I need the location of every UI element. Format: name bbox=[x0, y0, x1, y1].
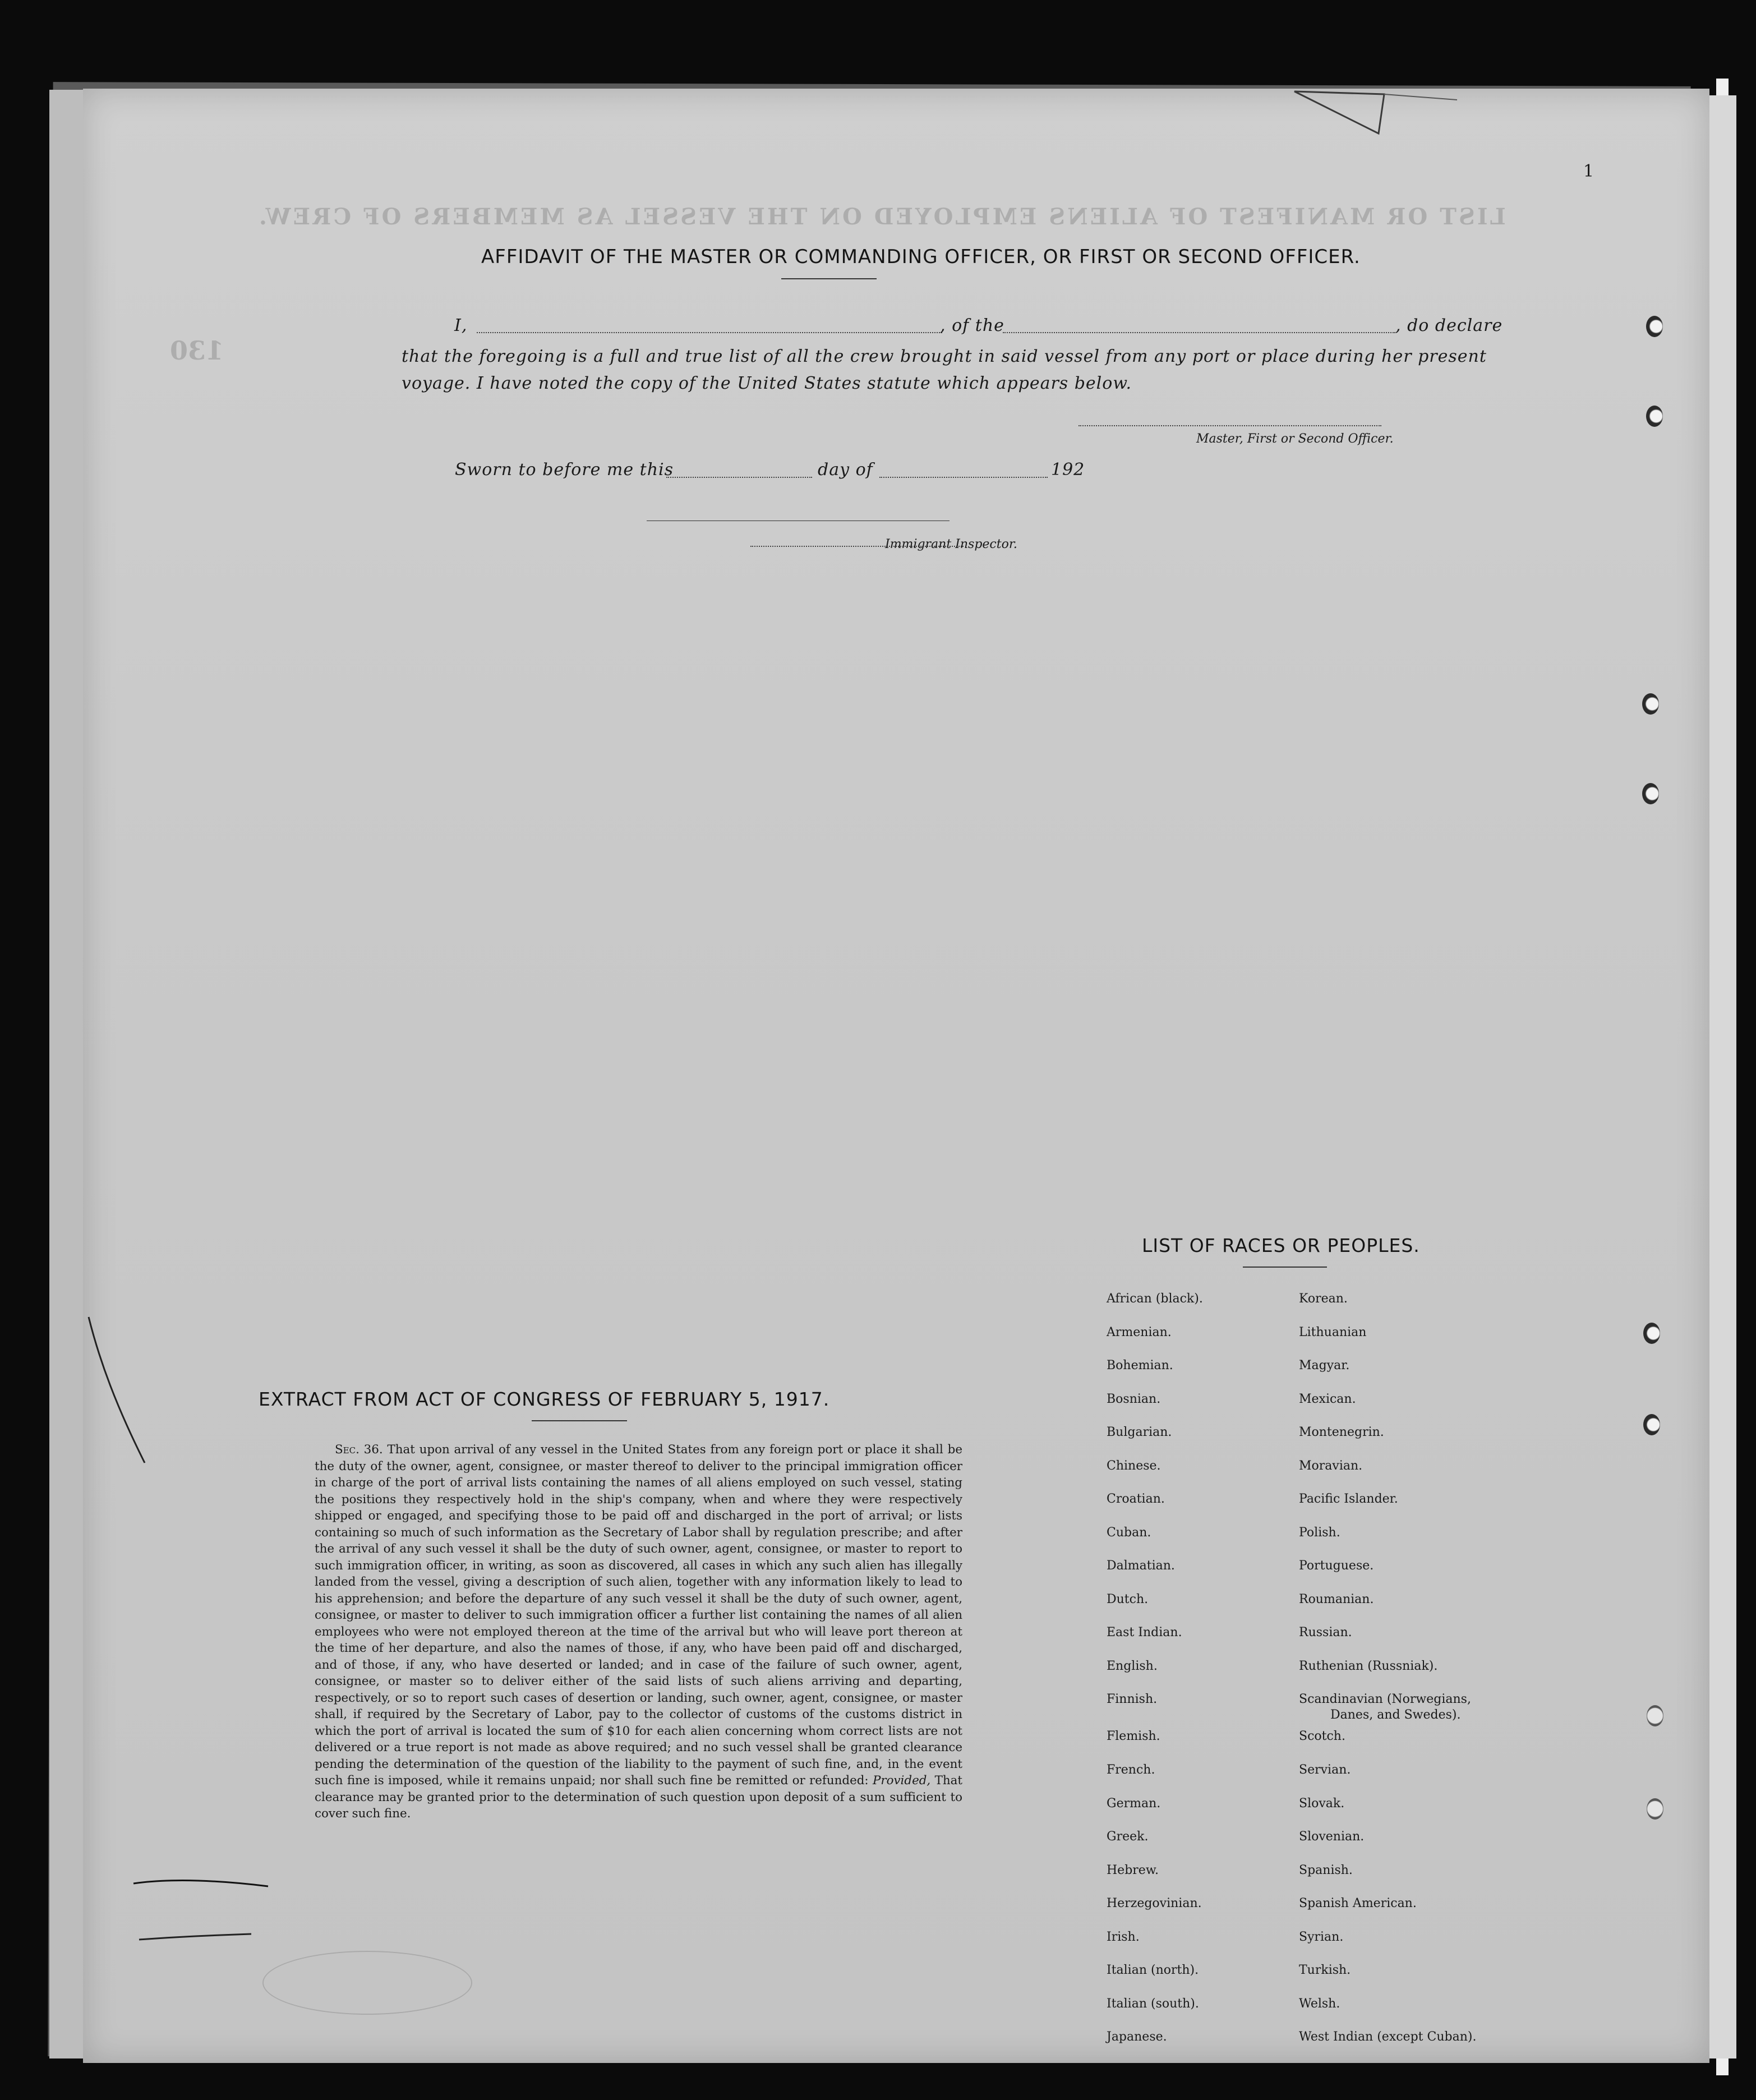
punch-hole bbox=[1643, 1414, 1660, 1435]
race-item: Moravian. bbox=[1299, 1458, 1363, 1473]
race-item: Irish. bbox=[1107, 1929, 1140, 1944]
race-item: Lithuanian bbox=[1299, 1325, 1367, 1339]
race-item: Pacific Islander. bbox=[1299, 1492, 1398, 1506]
left-page-edge bbox=[49, 90, 84, 2058]
race-item: Hebrew. bbox=[1107, 1863, 1159, 1877]
sworn-prefix: Sworn to before me this bbox=[455, 460, 674, 480]
master-name-blank[interactable] bbox=[477, 332, 942, 333]
punch-hole bbox=[1642, 783, 1659, 804]
right-page-edge bbox=[1708, 95, 1736, 2058]
race-item: Chinese. bbox=[1107, 1458, 1161, 1473]
race-item: German. bbox=[1107, 1796, 1161, 1811]
race-item: Scandinavian (Norwegians, bbox=[1299, 1692, 1471, 1706]
master-signature-blank[interactable] bbox=[1079, 425, 1381, 426]
race-item: Turkish. bbox=[1299, 1963, 1351, 1977]
race-item: Magyar. bbox=[1299, 1358, 1350, 1373]
sworn-day-blank[interactable] bbox=[666, 477, 812, 478]
race-item: Montenegrin. bbox=[1299, 1425, 1384, 1439]
race-item: Italian (north). bbox=[1107, 1963, 1199, 1977]
master-signature-label: Master, First or Second Officer. bbox=[1196, 432, 1394, 446]
race-item: Spanish American. bbox=[1299, 1896, 1417, 1910]
inspector-label: Immigrant Inspector. bbox=[885, 537, 1017, 551]
statute-text bbox=[315, 1442, 962, 1822]
bleed-through-page-number: 130 bbox=[170, 335, 224, 366]
punch-hole bbox=[1646, 406, 1663, 427]
vessel-name-blank[interactable] bbox=[1003, 332, 1395, 333]
race-item: Russian. bbox=[1299, 1625, 1352, 1640]
race-item: Portuguese. bbox=[1299, 1559, 1374, 1573]
affidavit-line3: voyage. I have noted the copy of the United States statute which appears below. bbox=[402, 374, 1132, 393]
race-item: Roumanian. bbox=[1299, 1592, 1374, 1606]
margin-mark: 1 bbox=[1583, 162, 1594, 181]
punch-hole bbox=[1643, 1323, 1660, 1344]
punch-hole bbox=[1646, 316, 1663, 337]
sworn-year: 192 bbox=[1051, 460, 1085, 480]
race-item: French. bbox=[1107, 1763, 1155, 1777]
race-item: Finnish. bbox=[1107, 1692, 1158, 1706]
race-item: Slovak. bbox=[1299, 1796, 1345, 1811]
race-item: Cuban. bbox=[1107, 1525, 1151, 1540]
race-item: Bohemian. bbox=[1107, 1358, 1173, 1373]
punch-hole bbox=[1647, 1798, 1663, 1820]
race-item: Korean. bbox=[1299, 1292, 1348, 1306]
bleed-through-header: LIST OR MANIFEST OF ALIENS EMPLOYED ON THE VESSEL AS MEMBERS OF CREW. bbox=[257, 204, 1506, 230]
pen-stroke-mark bbox=[55, 1311, 167, 1480]
race-item: African (black). bbox=[1107, 1292, 1203, 1306]
sworn-month-blank[interactable] bbox=[879, 477, 1048, 478]
pen-stroke-mark bbox=[128, 1872, 296, 1962]
race-item: Scotch. bbox=[1299, 1729, 1345, 1743]
race-item: English. bbox=[1107, 1659, 1158, 1673]
affidavit-line2: that the foregoing is a full and true list of all the crew brought in said vessel from any port or place during her present bbox=[402, 347, 1487, 366]
statute-section-label: Sec. 36. bbox=[335, 1443, 383, 1457]
affidavit-title-underline bbox=[781, 278, 877, 279]
race-item: Italian (south). bbox=[1107, 1996, 1199, 2011]
punch-hole bbox=[1642, 693, 1659, 715]
race-item-continuation: Danes, and Swedes). bbox=[1330, 1708, 1461, 1722]
race-item: Polish. bbox=[1299, 1525, 1340, 1540]
race-item: Dalmatian. bbox=[1107, 1559, 1175, 1573]
race-item: Armenian. bbox=[1107, 1325, 1172, 1339]
races-title: LIST OF RACES OR PEOPLES. bbox=[1142, 1235, 1420, 1256]
affidavit-line1-i: I, bbox=[454, 316, 468, 335]
race-item: Syrian. bbox=[1299, 1929, 1344, 1944]
race-item: Greek. bbox=[1107, 1830, 1149, 1844]
affidavit-title: AFFIDAVIT OF THE MASTER OR COMMANDING OFFICER, OR FIRST OR SECOND OFFICER. bbox=[481, 246, 1361, 268]
race-item: Dutch. bbox=[1107, 1592, 1149, 1606]
extract-title-underline bbox=[532, 1420, 627, 1421]
race-item: Herzegovinian. bbox=[1107, 1896, 1202, 1910]
race-item: Bosnian. bbox=[1107, 1392, 1161, 1406]
race-item: Spanish. bbox=[1299, 1863, 1353, 1877]
race-item: Japanese. bbox=[1107, 2030, 1167, 2044]
statute-proviso-text: That clearance may be granted prior to the determination of such question upon deposit of a sum sufficient to cover such fine. bbox=[315, 1774, 962, 1821]
affidavit-line1-do-declare: , do declare bbox=[1395, 316, 1503, 335]
statute-body: That upon arrival of any vessel in the United States from any foreign port or place it shall be the duty of the owner, agent, consignee, or master thereof to deliver to the principal immigration officer in charge of the port of arrival lists containing the names of all aliens employed on such vessel, stating the positions they respectively hold in the ship's company, when and where they were respectively shipped or engaged, and specifying those to be paid off and discharged in the port of arrival; or lists containing so much of such information as the Secretary of Labor shall by regulation prescribe; and after the arrival of any such vessel it shall be the duty of such owner, agent, consignee, or master to report to such immigration officer, in writing, as soon as discovered, all cases in which any such alien has illegally landed from the vessel, giving a description of such alien, together with any information likely to lead to his apprehension; and before the departure of any such vessel it shall be the duty of such owner, agent, consignee, or master to deliver to such immigration officer a further list containing the names of all alien employees who were not employed thereon at the time of the arrival but who will leave port thereon at the time of her departure, and also the names of those, if any, who have been paid off and discharged, and of those, if any, who have deserted or landed; and in case of the failure of such owner, agent, consignee, or master so to deliver either of the said lists of such aliens arriving and departing, respectively, or so to report such cases of desertion or landing, such owner, agent, consignee, or master shall, if required by the Secretary of Labor, pay to the collector of customs of the customs district in which the port of arrival is located the sum of $10 for each alien concerning whom correct lists are not delivered or a true report is not made as above required; and no such vessel shall be granted clearance pending the determination of the question of the liability to the payment of such fine, and, in the event such fine is imposed, while it remains unpaid; nor shall such fine be remitted or refunded: bbox=[315, 1443, 962, 1788]
punch-hole bbox=[1647, 1705, 1663, 1726]
race-item: Servian. bbox=[1299, 1763, 1351, 1777]
race-item: Mexican. bbox=[1299, 1392, 1356, 1406]
folded-corner-mark bbox=[1289, 89, 1474, 139]
race-item: Bulgarian. bbox=[1107, 1425, 1172, 1439]
race-item: Flemish. bbox=[1107, 1729, 1160, 1743]
race-item: Ruthenian (Russniak). bbox=[1299, 1659, 1438, 1673]
race-item: West Indian (except Cuban). bbox=[1299, 2030, 1477, 2044]
document-page bbox=[83, 89, 1709, 2063]
statute-proviso-word: Provided, bbox=[872, 1774, 931, 1788]
race-item: Slovenian. bbox=[1299, 1830, 1365, 1844]
sworn-day-of: day of bbox=[818, 460, 873, 480]
extract-title: EXTRACT FROM ACT OF CONGRESS OF FEBRUARY 5, 1917. bbox=[259, 1388, 830, 1410]
race-item: Croatian. bbox=[1107, 1492, 1165, 1506]
affidavit-line1-of-the: , of the bbox=[940, 316, 1004, 335]
race-item: East Indian. bbox=[1107, 1625, 1182, 1640]
race-item: Welsh. bbox=[1299, 1996, 1340, 2011]
races-title-underline bbox=[1243, 1267, 1327, 1268]
